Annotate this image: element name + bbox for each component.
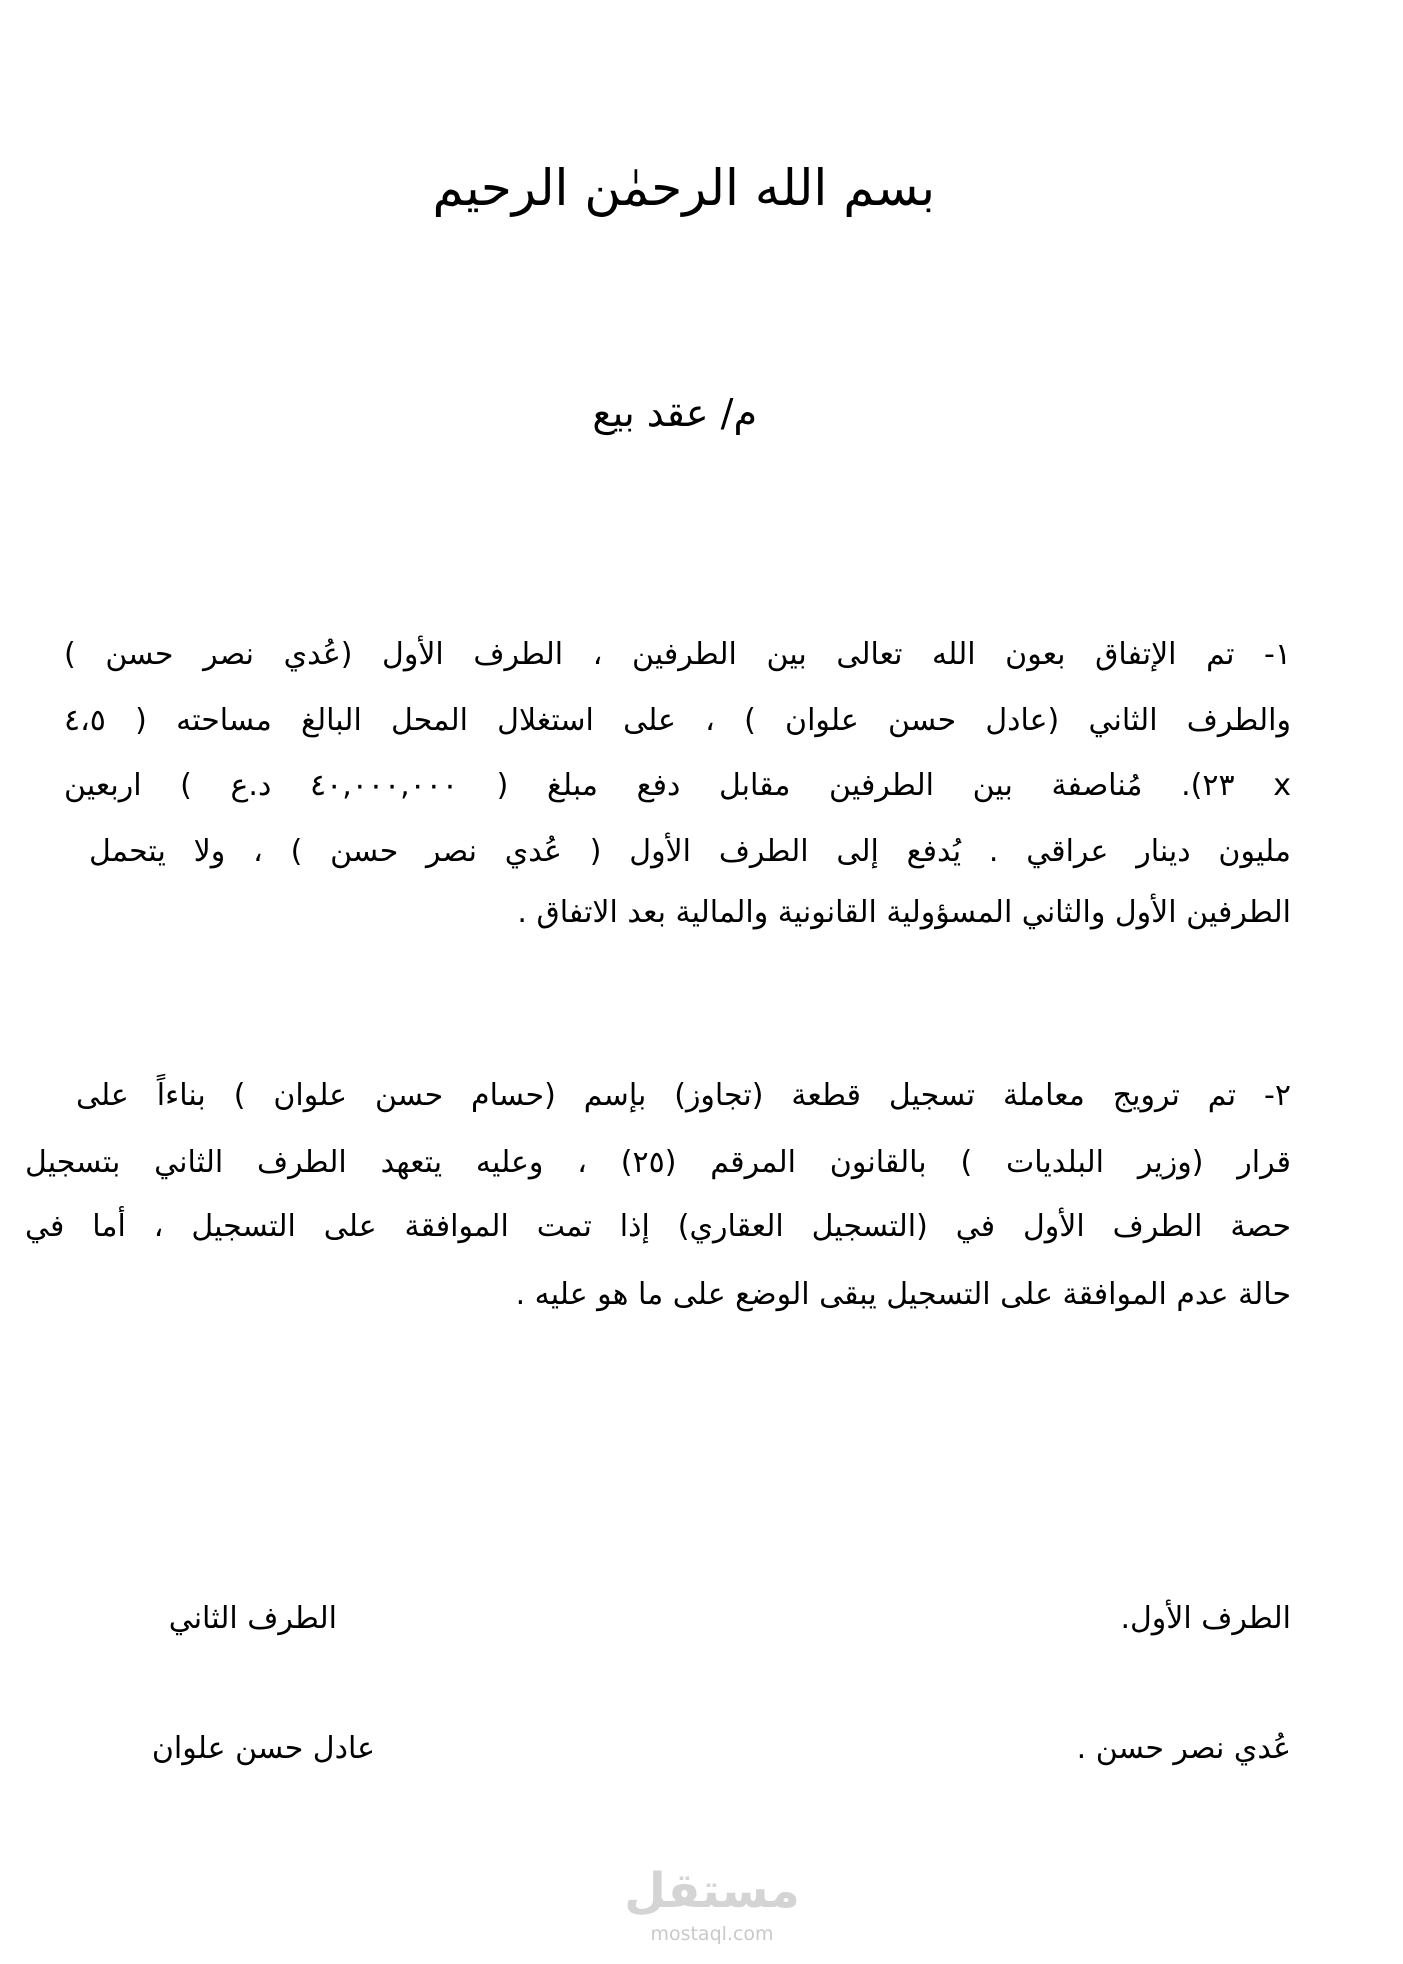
clause-1-line: مليون دينار عراقي . يُدفع إلى الطرف الأول ( عُدي نصر حسن ) ، ولا يتحمل xyxy=(89,834,1291,869)
watermark-site: mostaql.com xyxy=(650,1923,774,1945)
contract-heading: م/ عقد بيع xyxy=(592,391,757,435)
clause-2-line: ٢- تم ترويج معاملة تسجيل قطعة (تجاوز) بإسم (حسام حسن علوان ) بناءاً على xyxy=(76,1078,1291,1113)
clause-2-line: قرار (وزير البلديات ) بالقانون المرقم (٢٥) ، وعليه يتعهد الطرف الثاني بتسجيل xyxy=(25,1145,1291,1180)
watermark-logo: مستقل xyxy=(624,1863,800,1919)
clause-1-line: x ٢٣). مُناصفة بين الطرفين مقابل دفع مبلغ ( ٤٠,٠٠٠,٠٠٠ د.ع ) اربعين xyxy=(64,768,1291,803)
clause-1-line: والطرف الثاني (عادل حسن علوان ) ، على استغلال المحل البالغ مساحته ( ٤،٥ xyxy=(64,703,1291,738)
basmala-title: بسم الله الرحمٰن الرحيم xyxy=(432,159,935,217)
clause-1-line: الطرفين الأول والثاني المسؤولية القانونية والمالية بعد الاتفاق . xyxy=(517,895,1291,930)
clause-2-line: حصة الطرف الأول في (التسجيل العقاري) إذا تمت الموافقة على التسجيل ، أما في xyxy=(25,1209,1291,1244)
first-party-label: الطرف الأول. xyxy=(1120,1601,1291,1636)
second-party-name: عادل حسن علوان xyxy=(151,1731,375,1766)
second-party-label: الطرف الثاني xyxy=(168,1601,337,1636)
clause-1-line: ١- تم الإتفاق بعون الله تعالى بين الطرفين ، الطرف الأول (عُدي نصر حسن ) xyxy=(64,637,1291,672)
first-party-name: عُدي نصر حسن . xyxy=(1076,1731,1291,1766)
clause-2-line: حالة عدم الموافقة على التسجيل يبقى الوضع على ما هو عليه . xyxy=(515,1277,1291,1312)
